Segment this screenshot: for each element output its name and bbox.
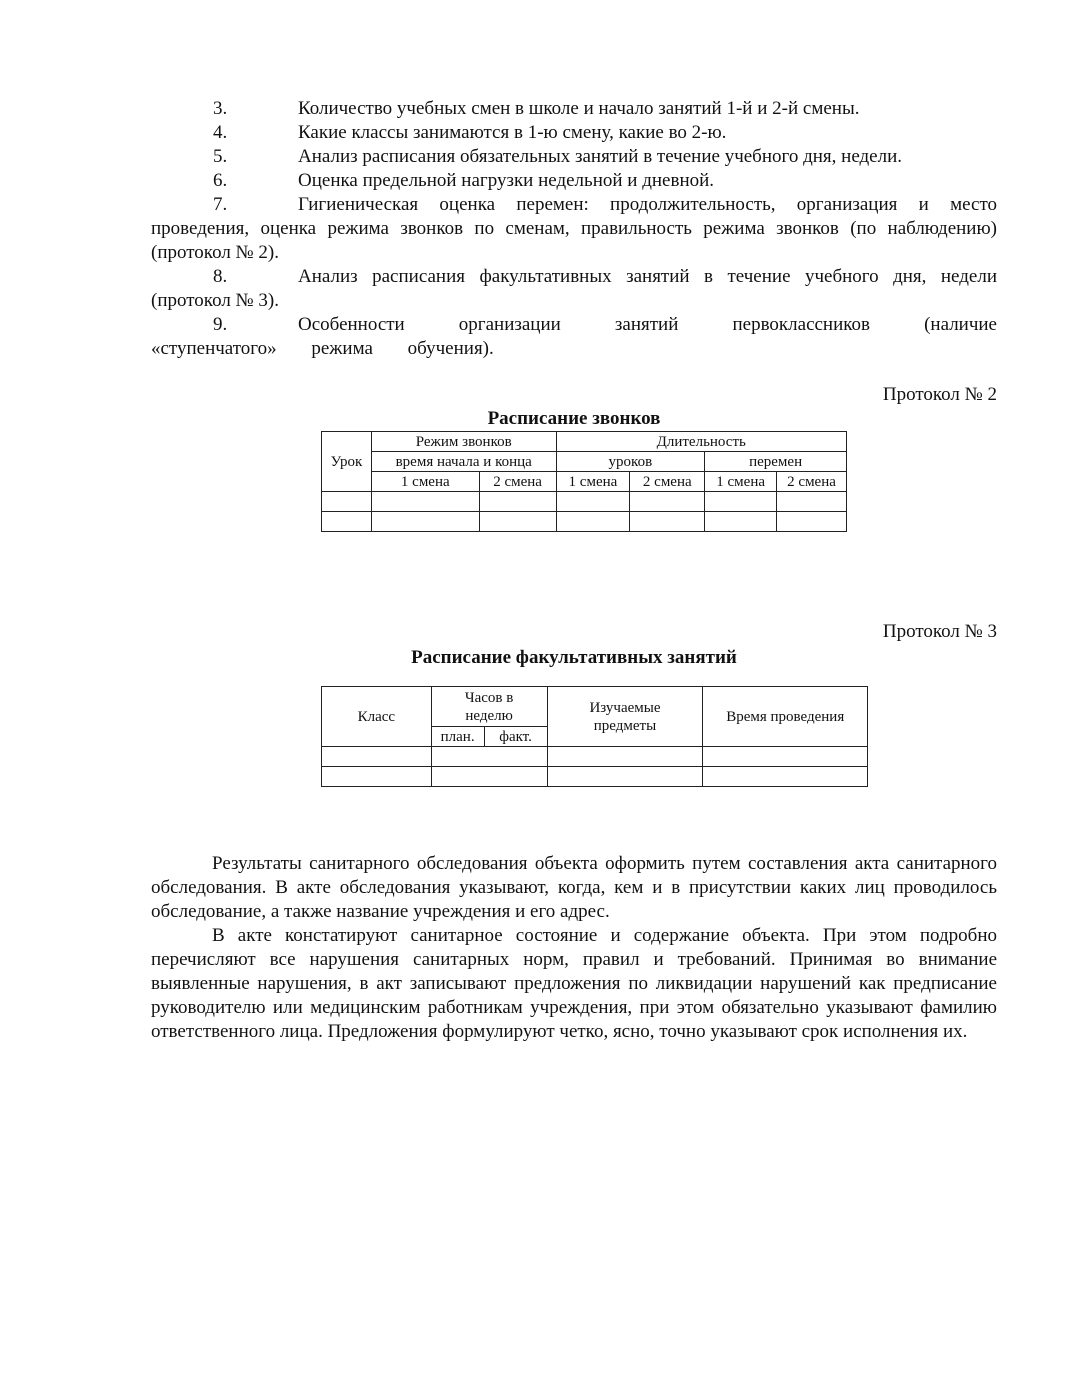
list-number: 6. xyxy=(213,170,228,191)
table-cell xyxy=(322,767,432,787)
table-cell xyxy=(431,747,547,767)
table-cell xyxy=(322,492,372,512)
table-cell xyxy=(479,512,556,532)
numbered-list xyxy=(151,97,997,361)
header-time: Время проведения xyxy=(703,687,868,747)
table-cell xyxy=(705,512,777,532)
header-shift-1: 1 смена xyxy=(556,472,630,492)
header-shift-2: 2 смена xyxy=(479,472,556,492)
table-cell xyxy=(705,492,777,512)
document-page xyxy=(151,97,997,1044)
table-cell xyxy=(371,492,479,512)
table-cell xyxy=(479,492,556,512)
list-text: Особенности организации занятий первоклассников (наличие «ступенчатого» режима обучения). xyxy=(151,314,997,359)
table-cell xyxy=(556,492,630,512)
table-row xyxy=(322,492,847,512)
table-cell xyxy=(547,767,703,787)
header-plan: план. xyxy=(431,727,484,747)
list-item xyxy=(151,313,997,361)
list-item xyxy=(151,193,997,265)
list-number: 5. xyxy=(213,146,228,167)
table-row xyxy=(322,512,847,532)
protocol-2-label: Протокол № 2 xyxy=(882,384,997,405)
list-item xyxy=(151,97,997,121)
table-cell xyxy=(777,492,847,512)
table-cell xyxy=(703,747,868,767)
list-item xyxy=(151,169,997,193)
table-cell xyxy=(703,767,868,787)
table-cell xyxy=(431,767,547,787)
table-row xyxy=(322,747,868,767)
header-lessons: уроков xyxy=(556,452,705,472)
list-text: Анализ расписания обязательных занятий в течение учебного дня, недели. xyxy=(298,146,903,167)
table-cell xyxy=(547,747,703,767)
bell-schedule-table xyxy=(321,431,847,532)
header-shift-1: 1 смена xyxy=(705,472,777,492)
header-shift-2: 2 смена xyxy=(630,472,705,492)
list-text: Анализ расписания факультативных занятий в течение учебного дня, недели (протокол № 3). xyxy=(151,266,997,311)
list-number: 3. xyxy=(213,98,228,119)
table-cell xyxy=(630,512,705,532)
table-cell xyxy=(556,512,630,532)
table-cell xyxy=(322,512,372,532)
protocol-2-title: Расписание звонков xyxy=(487,408,661,429)
header-hours: Часов в неделю xyxy=(431,687,547,727)
list-number: 9. xyxy=(213,314,228,335)
list-text: Оценка предельной нагрузки недельной и дневной. xyxy=(298,170,715,191)
header-shift-2: 2 смена xyxy=(777,472,847,492)
paragraph: В акте констатируют санитарное состояние и содержание объекта. При этом подробно перечисляют все нарушения санитарных норм, правил и требований. Принимая во внимание выявленные нарушения, в акт записывают предложения по ликвидации нарушений как предписание руководителю или медицинским работникам учреждения, при этом обязательно указывают фамилию ответственного лица. Предложения формулируют четко, ясно, точно указывают срок исполнения их. xyxy=(151,925,997,1042)
header-lesson: Урок xyxy=(322,432,372,492)
list-number: 4. xyxy=(213,122,228,143)
list-item xyxy=(151,121,997,145)
header-duration: Длительность xyxy=(556,432,847,452)
list-text: Количество учебных смен в школе и начало занятий 1-й и 2-й смены. xyxy=(298,98,860,119)
header-fact: факт. xyxy=(484,727,547,747)
list-item xyxy=(151,145,997,169)
list-item xyxy=(151,265,997,313)
list-text: Гигиеническая оценка перемен: продолжительность, организация и место проведения, оценка режима звонков по сменам, правильность режима звонков (по наблюдению) (протокол № 2). xyxy=(151,194,997,263)
list-number: 8. xyxy=(213,266,228,287)
list-number: 7. xyxy=(213,194,228,215)
electives-table xyxy=(321,686,868,787)
table-cell xyxy=(630,492,705,512)
header-shift-1: 1 смена xyxy=(371,472,479,492)
paragraph: Результаты санитарного обследования объекта оформить путем составления акта санитарного обследования. В акте обследования указывают, когда, кем и в присутствии каких лиц проводилось обследование, а также название учреждения и его адрес. xyxy=(151,853,997,922)
table-cell xyxy=(371,512,479,532)
protocol-3-label: Протокол № 3 xyxy=(882,621,997,642)
table-row xyxy=(322,767,868,787)
list-text: Какие классы занимаются в 1-ю смену, какие во 2-ю. xyxy=(298,122,727,143)
header-bell-mode: Режим звонков xyxy=(371,432,556,452)
header-subjects: Изучаемые предметы xyxy=(547,687,703,747)
table-cell xyxy=(777,512,847,532)
header-start-end: время начала и конца xyxy=(371,452,556,472)
protocol-3-title: Расписание факультативных занятий xyxy=(411,647,737,668)
header-class: Класс xyxy=(322,687,432,747)
header-breaks: перемен xyxy=(705,452,847,472)
table-cell xyxy=(322,747,432,767)
